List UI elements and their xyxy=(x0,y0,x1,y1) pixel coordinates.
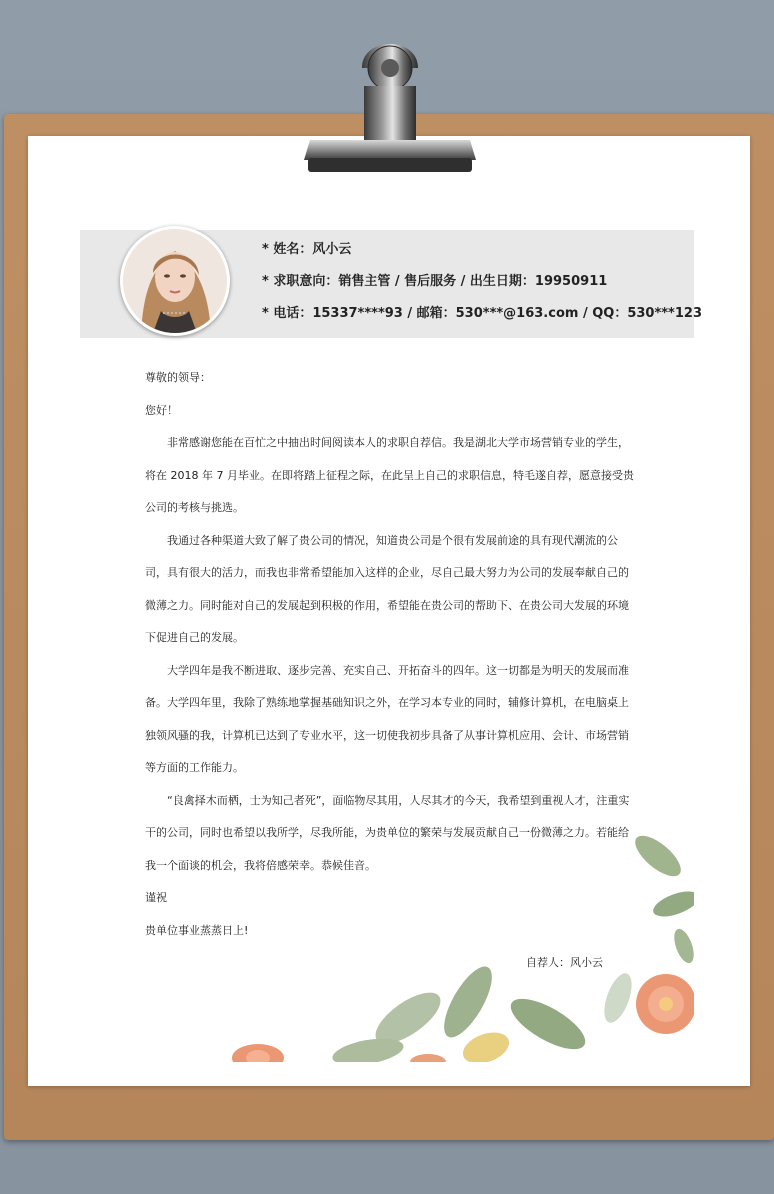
paragraph-4: “良禽择木而栖，士为知己者死”，面临物尽其用，人尽其才的今天，我希望到重视人才，注重实干的公司，同时也希望以我所学，尽我所能，为贵单位的繁荣与发展贡献自己一份微薄之力。若能给我一个面谈的机会，我将倍感荣幸。恭候佳音。 xyxy=(145,793,630,872)
paragraph-1: 非常感谢您能在百忙之中抽出时间阅读本人的求职自荐信。我是湖北大学市场营销专业的学生，将在 2018 年 7 月毕业。在即将踏上征程之际，在此呈上自己的求职信息，特毛遂自荐，愿意接受贵公司的考核与挑选。 xyxy=(145,436,634,514)
binder-clip xyxy=(300,28,480,178)
paragraph-2: 我通过各种渠道大致了解了贵公司的情况，知道贵公司是个很有发展前途的具有现代潮流的公司，具有很大的活力，而我也非常希望能加入这样的企业，尽自己最大努力为公司的发展奉献自己的微薄之力。同时能对自己的发展起到积极的作用，希望能在贵公司的帮助下、在贵公司大发展的环境下促进自己的发展。 xyxy=(145,533,629,644)
resume-paper xyxy=(28,136,750,1086)
wish: 贵单位事业蒸蒸日上! xyxy=(145,923,249,937)
floral-decoration xyxy=(218,826,694,1062)
contact-line: * 电话：15337****93 / 邮箱：530***@163.com / QQ：530***123 xyxy=(262,306,702,321)
avatar xyxy=(120,226,230,336)
salutation: 尊敬的领导： xyxy=(145,371,211,384)
intent-line: * 求职意向：销售主管 / 售后服务 / 出生日期：19950911 xyxy=(262,274,608,289)
portrait-image xyxy=(123,229,227,333)
paragraph-3: 大学四年是我不断进取、逐步完善、充实自己、开拓奋斗的四年。这一切都是为明天的发展而准备。大学四年里，我除了熟练地掌握基础知识之外，在学习本专业的同时，辅修计算机，在电脑桌上独领风骚的我，计算机已达到了专业水平，这一切使我初步具备了从事计算机应用、会计、市场营销等方面的工作能力。 xyxy=(145,663,629,774)
name-line: * 姓名：风小云 xyxy=(262,242,352,257)
closing: 谨祝 xyxy=(145,891,167,904)
greeting: 您好！ xyxy=(145,403,178,417)
signature: 自荐人：风小云 xyxy=(526,956,603,969)
